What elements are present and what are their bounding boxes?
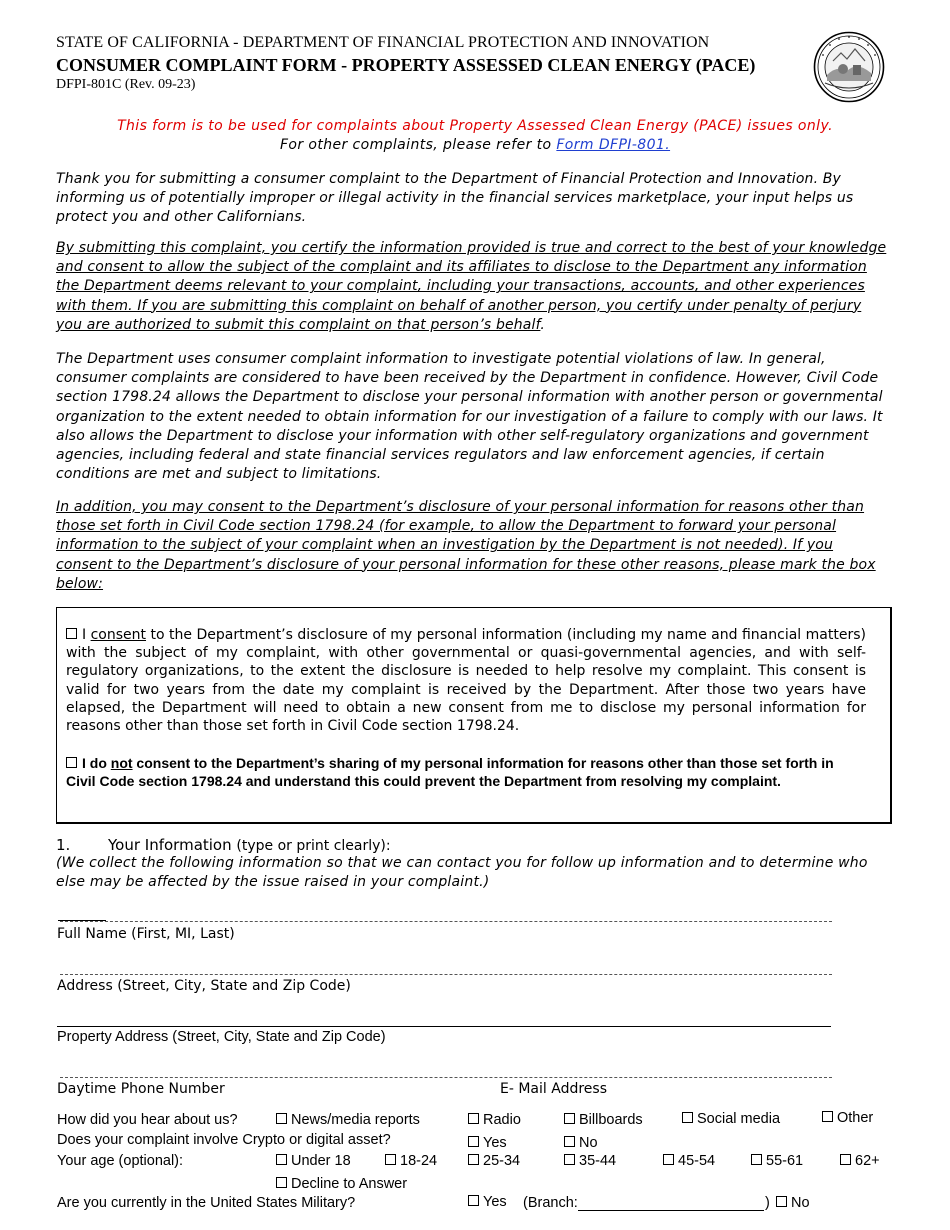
checkbox-icon <box>682 1112 693 1123</box>
checkbox-icon <box>276 1113 287 1124</box>
option-label: No <box>791 1195 810 1211</box>
consent-text: to the Department’s disclosure of my personal information (including my name and financial matters) with the subject of my complaint, with other governmental or quasi-governmental agencies, and with self-regulatory organizations, to the extent the disclosure is needed to help resolve my complaint. This consent is valid for two years from the date my complaint is received by the Department. After those two years have elapsed, the Department will need to obtain a new consent from me to disclose my personal information for reasons other than those set forth in Civil Code section 1798.24. <box>66 627 866 735</box>
checkbox-icon <box>776 1196 787 1207</box>
option-label: Under 18 <box>291 1153 351 1169</box>
checkbox-icon <box>840 1154 851 1165</box>
no-consent-prefix: I do <box>82 755 111 771</box>
no-consent-option <box>66 754 866 790</box>
consent-keyword: consent <box>90 627 147 643</box>
age-option-25-34[interactable] <box>468 1153 520 1169</box>
checkbox-icon <box>276 1154 287 1165</box>
address-line[interactable] <box>60 974 832 975</box>
checkbox-icon <box>468 1195 479 1206</box>
age-option-45-54[interactable] <box>663 1153 715 1169</box>
checkbox-icon <box>276 1177 287 1188</box>
hear-option-news[interactable] <box>276 1112 420 1128</box>
checkbox-icon <box>468 1136 479 1147</box>
certification-period: . <box>540 316 546 333</box>
property-address-line[interactable] <box>57 1026 831 1027</box>
no-consent-checkbox[interactable] <box>66 757 77 768</box>
consent-prefix: I <box>82 627 91 643</box>
option-label: 18-24 <box>400 1153 438 1169</box>
checkbox-icon <box>468 1113 479 1124</box>
option-label: 35-44 <box>579 1153 617 1169</box>
military-branch-close: ) <box>765 1195 770 1211</box>
option-label: 45-54 <box>678 1153 716 1169</box>
disclosure-paragraph: The Department uses consumer complaint information to investigate potential violations of law. In general, consumer complaints are considered to have been received by the Department in confidence. However, Civil Code section 1798.24 allows the Department to disclose your personal information with another person or governmental organization to the extent needed to obtain information for our investigation of a failure to comply with our laws. It also allows the Department to disclose your information with other self-regulatory organizations and government agencies, including federal and state financial services regulators and law enforcement agencies, if certain conditions are met and subject to limitations. <box>56 351 883 483</box>
military-option-yes[interactable] <box>468 1194 507 1210</box>
checkbox-icon <box>822 1111 833 1122</box>
option-label: Yes <box>483 1135 507 1151</box>
full-name-line[interactable] <box>60 921 832 922</box>
agency-name: STATE OF CALIFORNIA - DEPARTMENT OF FINANCIAL PROTECTION AND INNOVATION <box>56 34 710 51</box>
address-label: Address (Street, City, State and Zip Code) <box>57 978 351 994</box>
certification-paragraph <box>56 239 892 335</box>
state-seal-icon <box>813 31 885 103</box>
crypto-option-yes[interactable] <box>468 1135 507 1151</box>
form-number: DFPI-801C (Rev. 09-23) <box>56 77 196 92</box>
section-number: 1. <box>56 836 71 854</box>
age-option-35-44[interactable] <box>564 1153 616 1169</box>
age-option-18-24[interactable] <box>385 1153 437 1169</box>
consent-instruction-paragraph: In addition, you may consent to the Department’s disclosure of your personal information for reasons other than those set forth in Civil Code section 1798.24 (for example, to allow the Department to forward your personal information to the subject of your complaint when an investigation by the Department is not needed). If you consent to the Department’s disclosure of your personal information for these other reasons, please mark the box below: <box>56 499 876 592</box>
certification-text: By submitting this complaint, you certify the information provided is true and correct to the best of your knowledge and consent to allow the subject of the complaint and its affiliates to disclose to the Department any information the Department deems relevant to your complaint, including your transactions, accounts, and other experiences with them. If you are submitting this complaint on behalf of another person, you certify under penalty of perjury you are authorized to submit this complaint on that person’s behalf <box>56 240 887 333</box>
military-branch-label: (Branch: <box>523 1195 578 1211</box>
option-label: News/media reports <box>291 1112 420 1128</box>
age-option-55-61[interactable] <box>751 1153 803 1169</box>
no-consent-keyword: not <box>110 755 133 771</box>
phone-email-line[interactable] <box>60 1077 832 1078</box>
hear-option-radio[interactable] <box>468 1112 521 1128</box>
section-note: (We collect the following information so that we can contact you for follow up information and to determine who else may be affected by the issue raised in your complaint.) <box>56 855 868 890</box>
no-consent-text: consent to the Department’s sharing of my personal information for reasons other than those set forth in Civil Code section 1798.24 and understand this could prevent the Department from resolving my complaint. <box>66 755 834 790</box>
checkbox-icon <box>663 1154 674 1165</box>
section-title-note: (type or print clearly): <box>236 838 391 854</box>
form-dfpi-801-link[interactable]: Form DFPI-801. <box>556 137 671 153</box>
checkbox-icon <box>385 1154 396 1165</box>
checkbox-icon <box>564 1113 575 1124</box>
consent-option <box>66 626 866 735</box>
property-address-label: Property Address (Street, City, State and Zip Code) <box>57 1029 386 1045</box>
checkbox-icon <box>564 1136 575 1147</box>
checkbox-icon <box>468 1154 479 1165</box>
option-label: Decline to Answer <box>291 1176 408 1192</box>
section-title: Your Information <box>108 836 237 854</box>
section-your-information <box>56 836 391 854</box>
military-option-no[interactable] <box>776 1195 810 1211</box>
option-label: Radio <box>483 1112 521 1128</box>
email-label: E- Mail Address <box>500 1081 607 1097</box>
daytime-phone-label: Daytime Phone Number <box>57 1081 225 1097</box>
hear-option-billboards[interactable] <box>564 1112 643 1128</box>
age-label: Your age (optional): <box>57 1153 184 1169</box>
full-name-label: Full Name (First, MI, Last) <box>57 926 235 942</box>
other-complaints-notice <box>0 137 950 153</box>
other-complaints-text: For other complaints, please refer to <box>279 137 557 153</box>
military-branch-field[interactable] <box>578 1210 764 1211</box>
option-label: Social media <box>697 1111 781 1127</box>
consent-checkbox[interactable] <box>66 628 77 639</box>
checkbox-icon <box>564 1154 575 1165</box>
intro-paragraph: Thank you for submitting a consumer complaint to the Department of Financial Protection and Innovation. By informing us of potentially improper or illegal activity in the financial services marketplace, your input helps us protect you and other Californians. <box>56 171 854 226</box>
pace-only-notice: This form is to be used for complaints about Property Assessed Clean Energy (PACE) issues only. <box>117 118 833 134</box>
option-label: 62+ <box>855 1153 880 1169</box>
form-title: CONSUMER COMPLAINT FORM - PROPERTY ASSESSED CLEAN ENERGY (PACE) <box>56 55 756 75</box>
hear-about-us-label: How did you hear about us? <box>57 1112 238 1128</box>
option-label: 25-34 <box>483 1153 521 1169</box>
crypto-option-no[interactable] <box>564 1135 598 1151</box>
checkbox-icon <box>751 1154 762 1165</box>
age-option-62-plus[interactable] <box>840 1153 880 1169</box>
military-question-label: Are you currently in the United States Military? <box>57 1195 356 1211</box>
option-label: Other <box>837 1110 874 1126</box>
hear-option-social-media[interactable] <box>682 1111 780 1127</box>
option-label: No <box>579 1135 598 1151</box>
option-label: Yes <box>483 1194 507 1210</box>
age-option-under-18[interactable] <box>276 1153 351 1169</box>
option-label: 55-61 <box>766 1153 804 1169</box>
age-option-decline[interactable] <box>276 1176 407 1192</box>
hear-option-other[interactable] <box>822 1110 873 1126</box>
crypto-question-label: Does your complaint involve Crypto or digital asset? <box>57 1132 391 1148</box>
option-label: Billboards <box>579 1112 643 1128</box>
